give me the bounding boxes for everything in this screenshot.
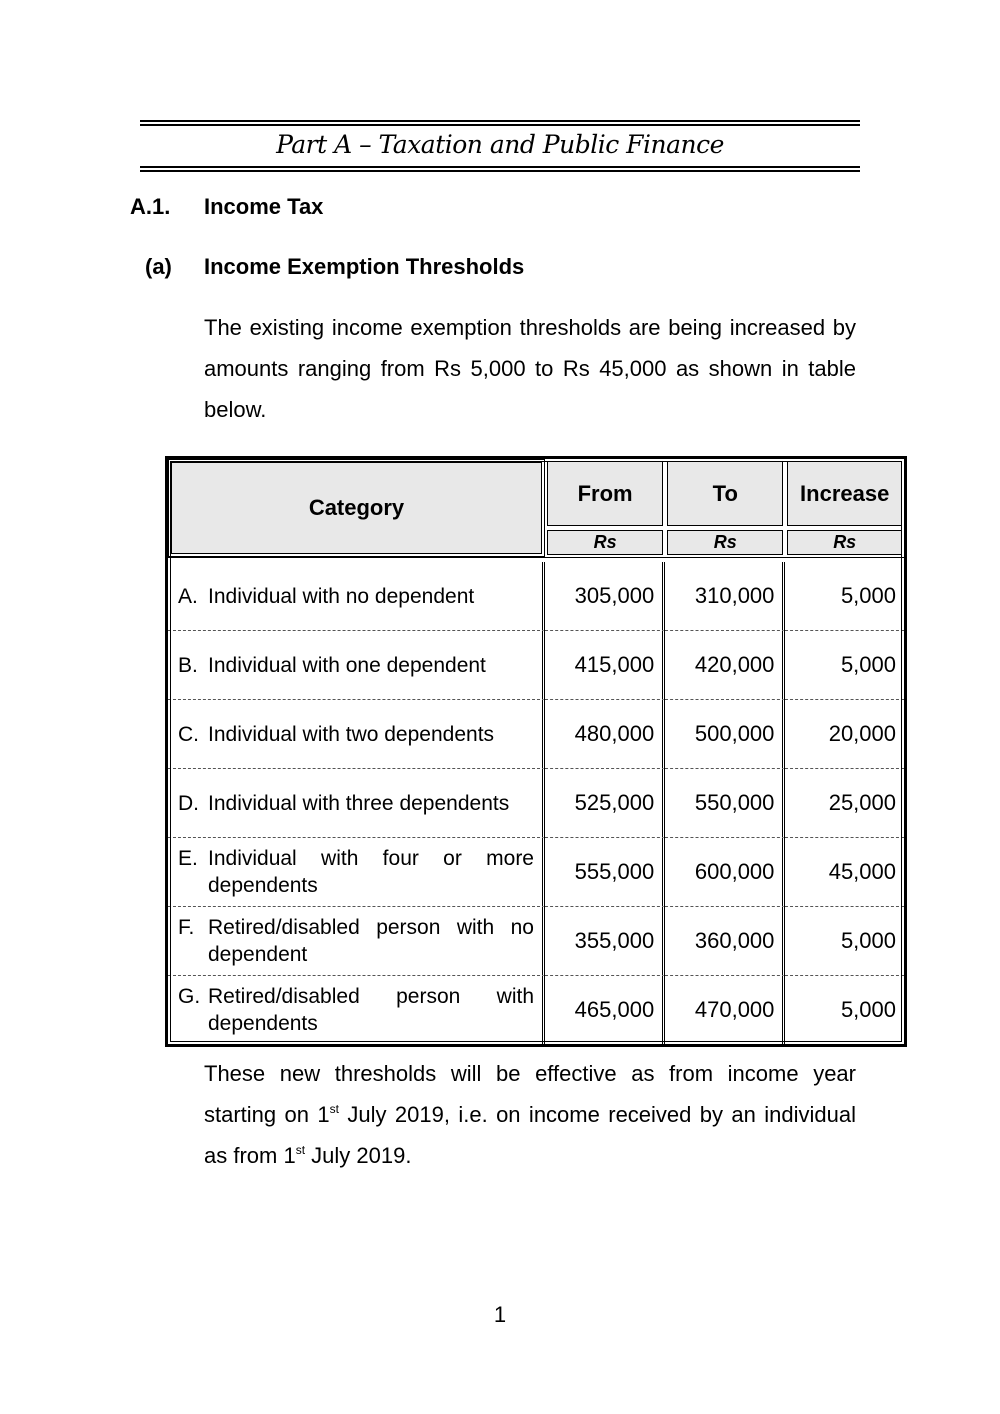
row-category: Retired/disabled person with dependents bbox=[208, 985, 534, 1035]
row-from: 415,000 bbox=[545, 631, 665, 700]
row-to: 600,000 bbox=[665, 838, 785, 907]
row-label: E. bbox=[178, 847, 198, 870]
row-from: 305,000 bbox=[545, 562, 665, 631]
subsection-title: Income Exemption Thresholds bbox=[204, 254, 525, 279]
row-label: G. bbox=[178, 985, 201, 1008]
table-row bbox=[168, 976, 904, 1044]
closing-text-2: July 2019, i.e. on income received by an individual as from 1 bbox=[204, 1102, 857, 1168]
row-increase: 5,000 bbox=[785, 631, 904, 700]
row-to: 500,000 bbox=[665, 700, 785, 769]
row-category: Individual with four or more dependents bbox=[208, 847, 534, 897]
row-to: 550,000 bbox=[665, 769, 785, 838]
part-banner bbox=[140, 120, 860, 172]
section-number: A.1. bbox=[130, 194, 171, 219]
table-row bbox=[168, 838, 904, 907]
header-to: To bbox=[665, 459, 785, 528]
thresholds-table bbox=[165, 456, 907, 1047]
row-increase: 5,000 bbox=[785, 907, 904, 976]
row-from: 555,000 bbox=[545, 838, 665, 907]
table-row bbox=[168, 769, 904, 838]
row-category: Individual with one dependent bbox=[208, 653, 486, 677]
row-increase: 5,000 bbox=[840, 997, 896, 1022]
banner-top-rule bbox=[140, 120, 860, 126]
row-label: B. bbox=[178, 653, 198, 677]
row-label: A. bbox=[178, 584, 198, 608]
section-title: Income Tax bbox=[204, 194, 324, 219]
table-row bbox=[168, 631, 904, 700]
table-row bbox=[168, 700, 904, 769]
part-title: Part A – Taxation and Public Finance bbox=[276, 130, 724, 159]
row-to: 360,000 bbox=[665, 907, 785, 976]
table-row bbox=[168, 562, 904, 631]
row-category: Individual with two dependents bbox=[208, 722, 495, 746]
intro-paragraph: The existing income exemption thresholds are being increased by amounts ranging from Rs 5,000 to Rs 45,000 as shown in table below. bbox=[204, 315, 856, 422]
row-category: Individual with no dependent bbox=[208, 584, 475, 608]
row-category: Retired/disabled person with no dependent bbox=[208, 916, 534, 966]
row-increase: 45,000 bbox=[785, 838, 904, 907]
row-category: Individual with three dependents bbox=[208, 791, 510, 815]
page-number: 1 bbox=[493, 1302, 507, 1327]
row-label: C. bbox=[178, 722, 199, 746]
closing-text-3: July 2019. bbox=[305, 1143, 412, 1168]
row-from: 465,000 bbox=[545, 976, 665, 1044]
ordinal-suffix: st bbox=[295, 1143, 306, 1157]
row-from: 480,000 bbox=[545, 700, 665, 769]
row-from: 525,000 bbox=[545, 769, 665, 838]
row-to: 470,000 bbox=[665, 976, 785, 1044]
ordinal-suffix: st bbox=[329, 1102, 339, 1116]
unit-increase: Rs bbox=[785, 528, 904, 557]
header-increase: Increase bbox=[785, 459, 904, 528]
row-label: D. bbox=[178, 791, 199, 815]
closing-paragraph bbox=[204, 1053, 856, 1176]
unit-from: Rs bbox=[545, 528, 665, 557]
row-to: 420,000 bbox=[665, 631, 785, 700]
banner-bottom-rule bbox=[140, 166, 860, 172]
header-category: Category bbox=[168, 459, 545, 557]
subsection-number: (a) bbox=[145, 254, 172, 279]
row-increase: 5,000 bbox=[785, 562, 904, 631]
row-from: 355,000 bbox=[545, 907, 665, 976]
row-increase: 20,000 bbox=[785, 700, 904, 769]
row-increase: 25,000 bbox=[785, 769, 904, 838]
unit-to: Rs bbox=[665, 528, 785, 557]
row-to: 310,000 bbox=[665, 562, 785, 631]
closing-text-1: These new thresholds will be effective as from income year starting on 1 bbox=[204, 1061, 856, 1127]
table-row bbox=[168, 907, 904, 976]
header-from: From bbox=[545, 459, 665, 528]
row-label: F. bbox=[178, 916, 195, 939]
